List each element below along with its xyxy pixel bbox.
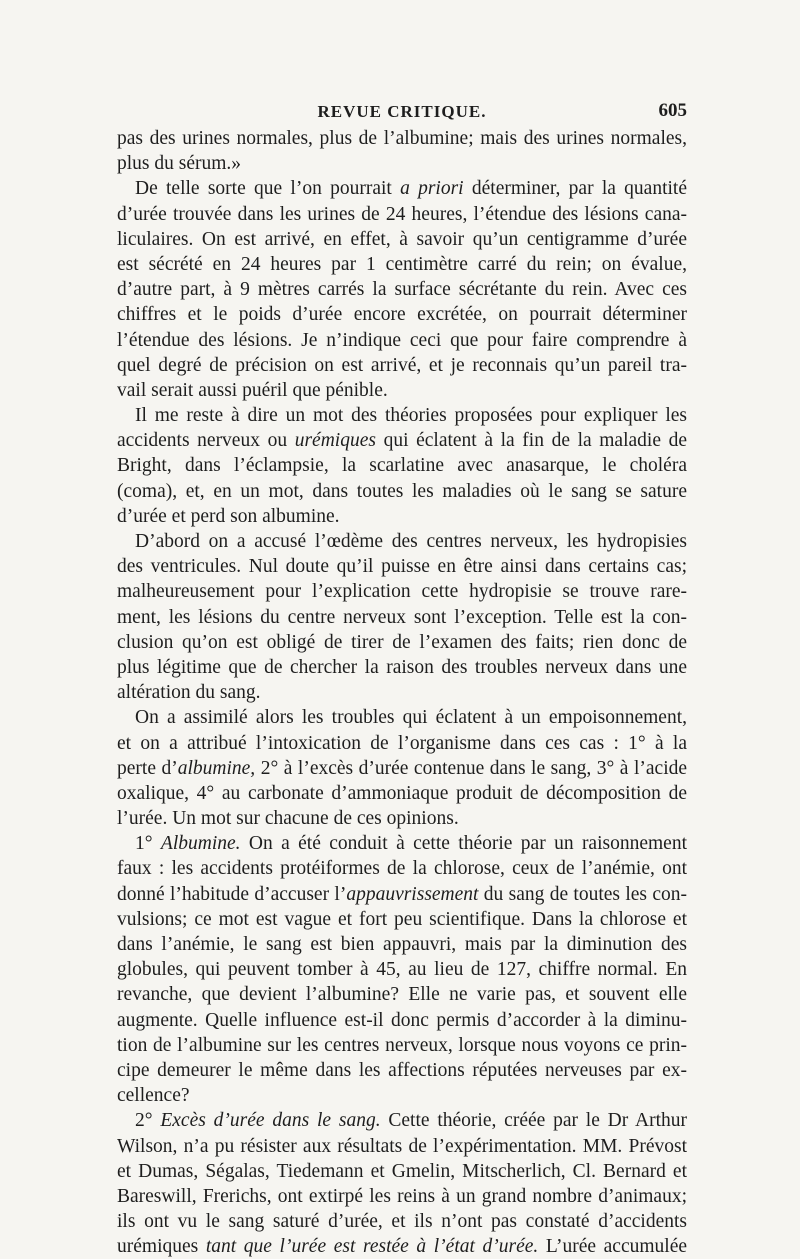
text-line — [117, 957, 687, 982]
text-run: On a assimilé alors les troubles qui éclatent à un empoisonnement, — [135, 707, 687, 729]
italic-run: Excès d’urée dans le sang. — [160, 1110, 381, 1132]
text-run: tion de l’albumine sur les centres nerveux, lorsque nous voyons ce prin- — [117, 1034, 687, 1056]
text-line — [117, 579, 687, 604]
text-run: et on a attribué l’intoxication de l’organisme dans ces cas : 1° à la — [117, 732, 687, 754]
text-line — [117, 731, 687, 756]
text-run: globules, qui peuvent tomber à 45, au lieu de 127, chiffre normal. En — [117, 959, 687, 981]
text-run: vulsions; ce mot est vague et fort peu scientifique. Dans la chlorose et — [117, 908, 687, 930]
text-line — [117, 982, 687, 1007]
text-run: Bareswill, Frerichs, ont extirpé les reins à un grand nombre d’animaux; — [117, 1185, 687, 1207]
text-run: revanche, que devient l’albumine? Elle ne varie pas, et souvent elle — [117, 984, 687, 1006]
text-run: plus légitime que de chercher la raison des troubles nerveux dans une — [117, 656, 687, 678]
text-run: cipe demeurer le même dans les affections réputées nerveuses par ex- — [117, 1059, 687, 1081]
text-line — [117, 932, 687, 957]
body-text — [117, 126, 687, 1259]
text-line — [117, 1234, 687, 1259]
text-line — [117, 428, 687, 453]
text-line — [117, 781, 687, 806]
text-run: urémiques — [117, 1236, 206, 1258]
text-line — [117, 403, 687, 428]
text-run: malheureusement pour l’explication cette hydropisie se trouve rare- — [117, 581, 687, 603]
text-line — [117, 252, 687, 277]
italic-run: Albumine. — [160, 833, 241, 855]
italic-run: urémiques — [294, 430, 376, 452]
text-line — [117, 453, 687, 478]
text-run: Wilson, n’a pu résister aux résultats de l’expérimentation. MM. Prévost — [117, 1135, 687, 1157]
paragraph — [117, 176, 687, 403]
text-line — [117, 176, 687, 201]
text-line — [117, 504, 687, 529]
page-number: 605 — [658, 100, 687, 121]
text-run: est sécrété en 24 heures par 1 centimètre carré du rein; on évalue, — [117, 253, 687, 275]
text-line — [117, 328, 687, 353]
text-line — [117, 277, 687, 302]
text-run: (coma), et, en un mot, dans toutes les maladies où le sang se sature — [117, 480, 687, 502]
text-line — [117, 655, 687, 680]
text-line — [117, 680, 687, 705]
text-line — [117, 756, 687, 781]
text-line — [117, 705, 687, 730]
page-header — [117, 98, 687, 128]
text-run: ment, les lésions du centre nerveux sont l’exception. Telle est la con- — [117, 606, 687, 628]
text-line — [117, 856, 687, 881]
text-run: ils ont vu le sang saturé d’urée, et ils n’ont pas constaté d’accidents — [117, 1211, 687, 1233]
paragraph — [117, 126, 687, 176]
text-run: déterminer, par la quantité — [463, 178, 687, 200]
text-line — [117, 227, 687, 252]
text-run: 2° à l’excès d’urée contenue dans le sang, 3° à l’acide — [255, 757, 687, 779]
text-run: clusion qu’on est obligé de tirer de l’examen des faits; rien donc de — [117, 631, 687, 653]
text-line — [117, 126, 687, 151]
text-run: qui éclatent à la fin de la maladie de — [375, 430, 687, 452]
text-run: faux : les accidents protéiformes de la chlorose, ceux de l’anémie, ont — [117, 858, 687, 880]
text-line — [117, 302, 687, 327]
text-run: quel degré de précision on est arrivé, et je reconnais qu’un pareil tra- — [117, 354, 687, 376]
text-run: des ventricules. Nul doute qu’il puisse en être ainsi dans certains cas; — [117, 556, 687, 578]
text-line — [117, 882, 687, 907]
text-line — [117, 353, 687, 378]
text-run: altération du sang. — [117, 682, 261, 704]
text-run: l’urée. Un mot sur chacune de ces opinions. — [117, 808, 459, 830]
text-line — [117, 378, 687, 403]
text-run: 2° — [135, 1110, 161, 1132]
text-run: Il me reste à dire un mot des théories proposées pour expliquer les — [135, 405, 687, 427]
text-run: et Dumas, Ségalas, Tiedemann et Gmelin, Mitscherlich, Cl. Bernard et — [117, 1160, 687, 1182]
text-line — [117, 529, 687, 554]
text-run: pas des urines normales, plus de l’albumine; mais des urines normales, — [117, 128, 687, 149]
text-line — [117, 907, 687, 932]
text-line — [117, 806, 687, 831]
text-run: d’autre part, à 9 mètres carrés la surface sécrétante du rein. Avec ces — [117, 279, 687, 301]
text-run: Cette théorie, créée par le Dr Arthur — [380, 1110, 687, 1132]
text-line — [117, 479, 687, 504]
text-run: dans l’anémie, le sang est bien appauvri, mais par la diminution des — [117, 934, 687, 955]
text-run: vail serait aussi puéril que pénible. — [117, 379, 388, 401]
italic-run: a priori — [400, 178, 464, 200]
text-run: De telle sorte que l’on pourrait — [135, 178, 401, 200]
text-run: plus du sérum.» — [117, 153, 242, 175]
text-line — [117, 1159, 687, 1184]
paragraph — [117, 403, 687, 529]
text-line — [117, 1083, 687, 1108]
text-run: cellence? — [117, 1085, 190, 1107]
text-run: Bright, dans l’éclampsie, la scarlatine avec anasarque, le choléra — [117, 455, 687, 477]
italic-run: tant que l’urée est restée à l’état d’urée. — [205, 1236, 539, 1258]
text-run: On a été conduit à cette théorie par un raisonnement — [240, 833, 687, 855]
text-line — [117, 1033, 687, 1058]
text-run: chiffres et le poids d’urée encore excrétée, on pourrait déterminer — [117, 304, 687, 326]
text-line — [117, 202, 687, 227]
text-line — [117, 1184, 687, 1209]
text-line — [117, 630, 687, 655]
running-title: REVUE CRITIQUE. — [317, 102, 487, 121]
text-line — [117, 1108, 687, 1133]
italic-run: appauvrissement — [346, 883, 479, 905]
text-run: l’étendue des lésions. Je n’indique ceci que pour faire comprendre à — [117, 329, 687, 351]
italic-run: albumine, — [177, 757, 256, 779]
text-line — [117, 151, 687, 176]
paragraph — [117, 831, 687, 1108]
paragraph — [117, 529, 687, 705]
text-run: d’urée et perd son albumine. — [117, 505, 340, 527]
text-line — [117, 554, 687, 579]
text-run: donné l’habitude d’accuser l’ — [117, 883, 347, 905]
paragraph — [117, 705, 687, 831]
text-run: augmente. Quelle influence est-il donc permis d’accorder à la diminu- — [117, 1009, 687, 1031]
text-line — [117, 1209, 687, 1234]
text-line — [117, 1134, 687, 1159]
text-run: du sang de toutes les con- — [478, 883, 687, 905]
text-line — [117, 605, 687, 630]
text-run: d’urée trouvée dans les urines de 24 heures, l’étendue des lésions cana- — [117, 203, 687, 225]
text-line — [117, 831, 687, 856]
text-run: D’abord on a accusé l’œdème des centres nerveux, les hydropisies — [135, 531, 687, 552]
text-run: L’urée accumulée — [538, 1236, 687, 1258]
text-run: accidents nerveux ou — [117, 430, 295, 452]
text-run: 1° — [135, 833, 161, 855]
text-run: liculaires. On est arrivé, en effet, à savoir qu’un centigramme d’urée — [117, 228, 687, 250]
text-run: perte d’ — [117, 757, 178, 779]
paragraph — [117, 1108, 687, 1259]
text-line — [117, 1008, 687, 1033]
text-line — [117, 1058, 687, 1083]
text-run: oxalique, 4° au carbonate d’ammoniaque produit de décomposition de — [117, 782, 687, 804]
